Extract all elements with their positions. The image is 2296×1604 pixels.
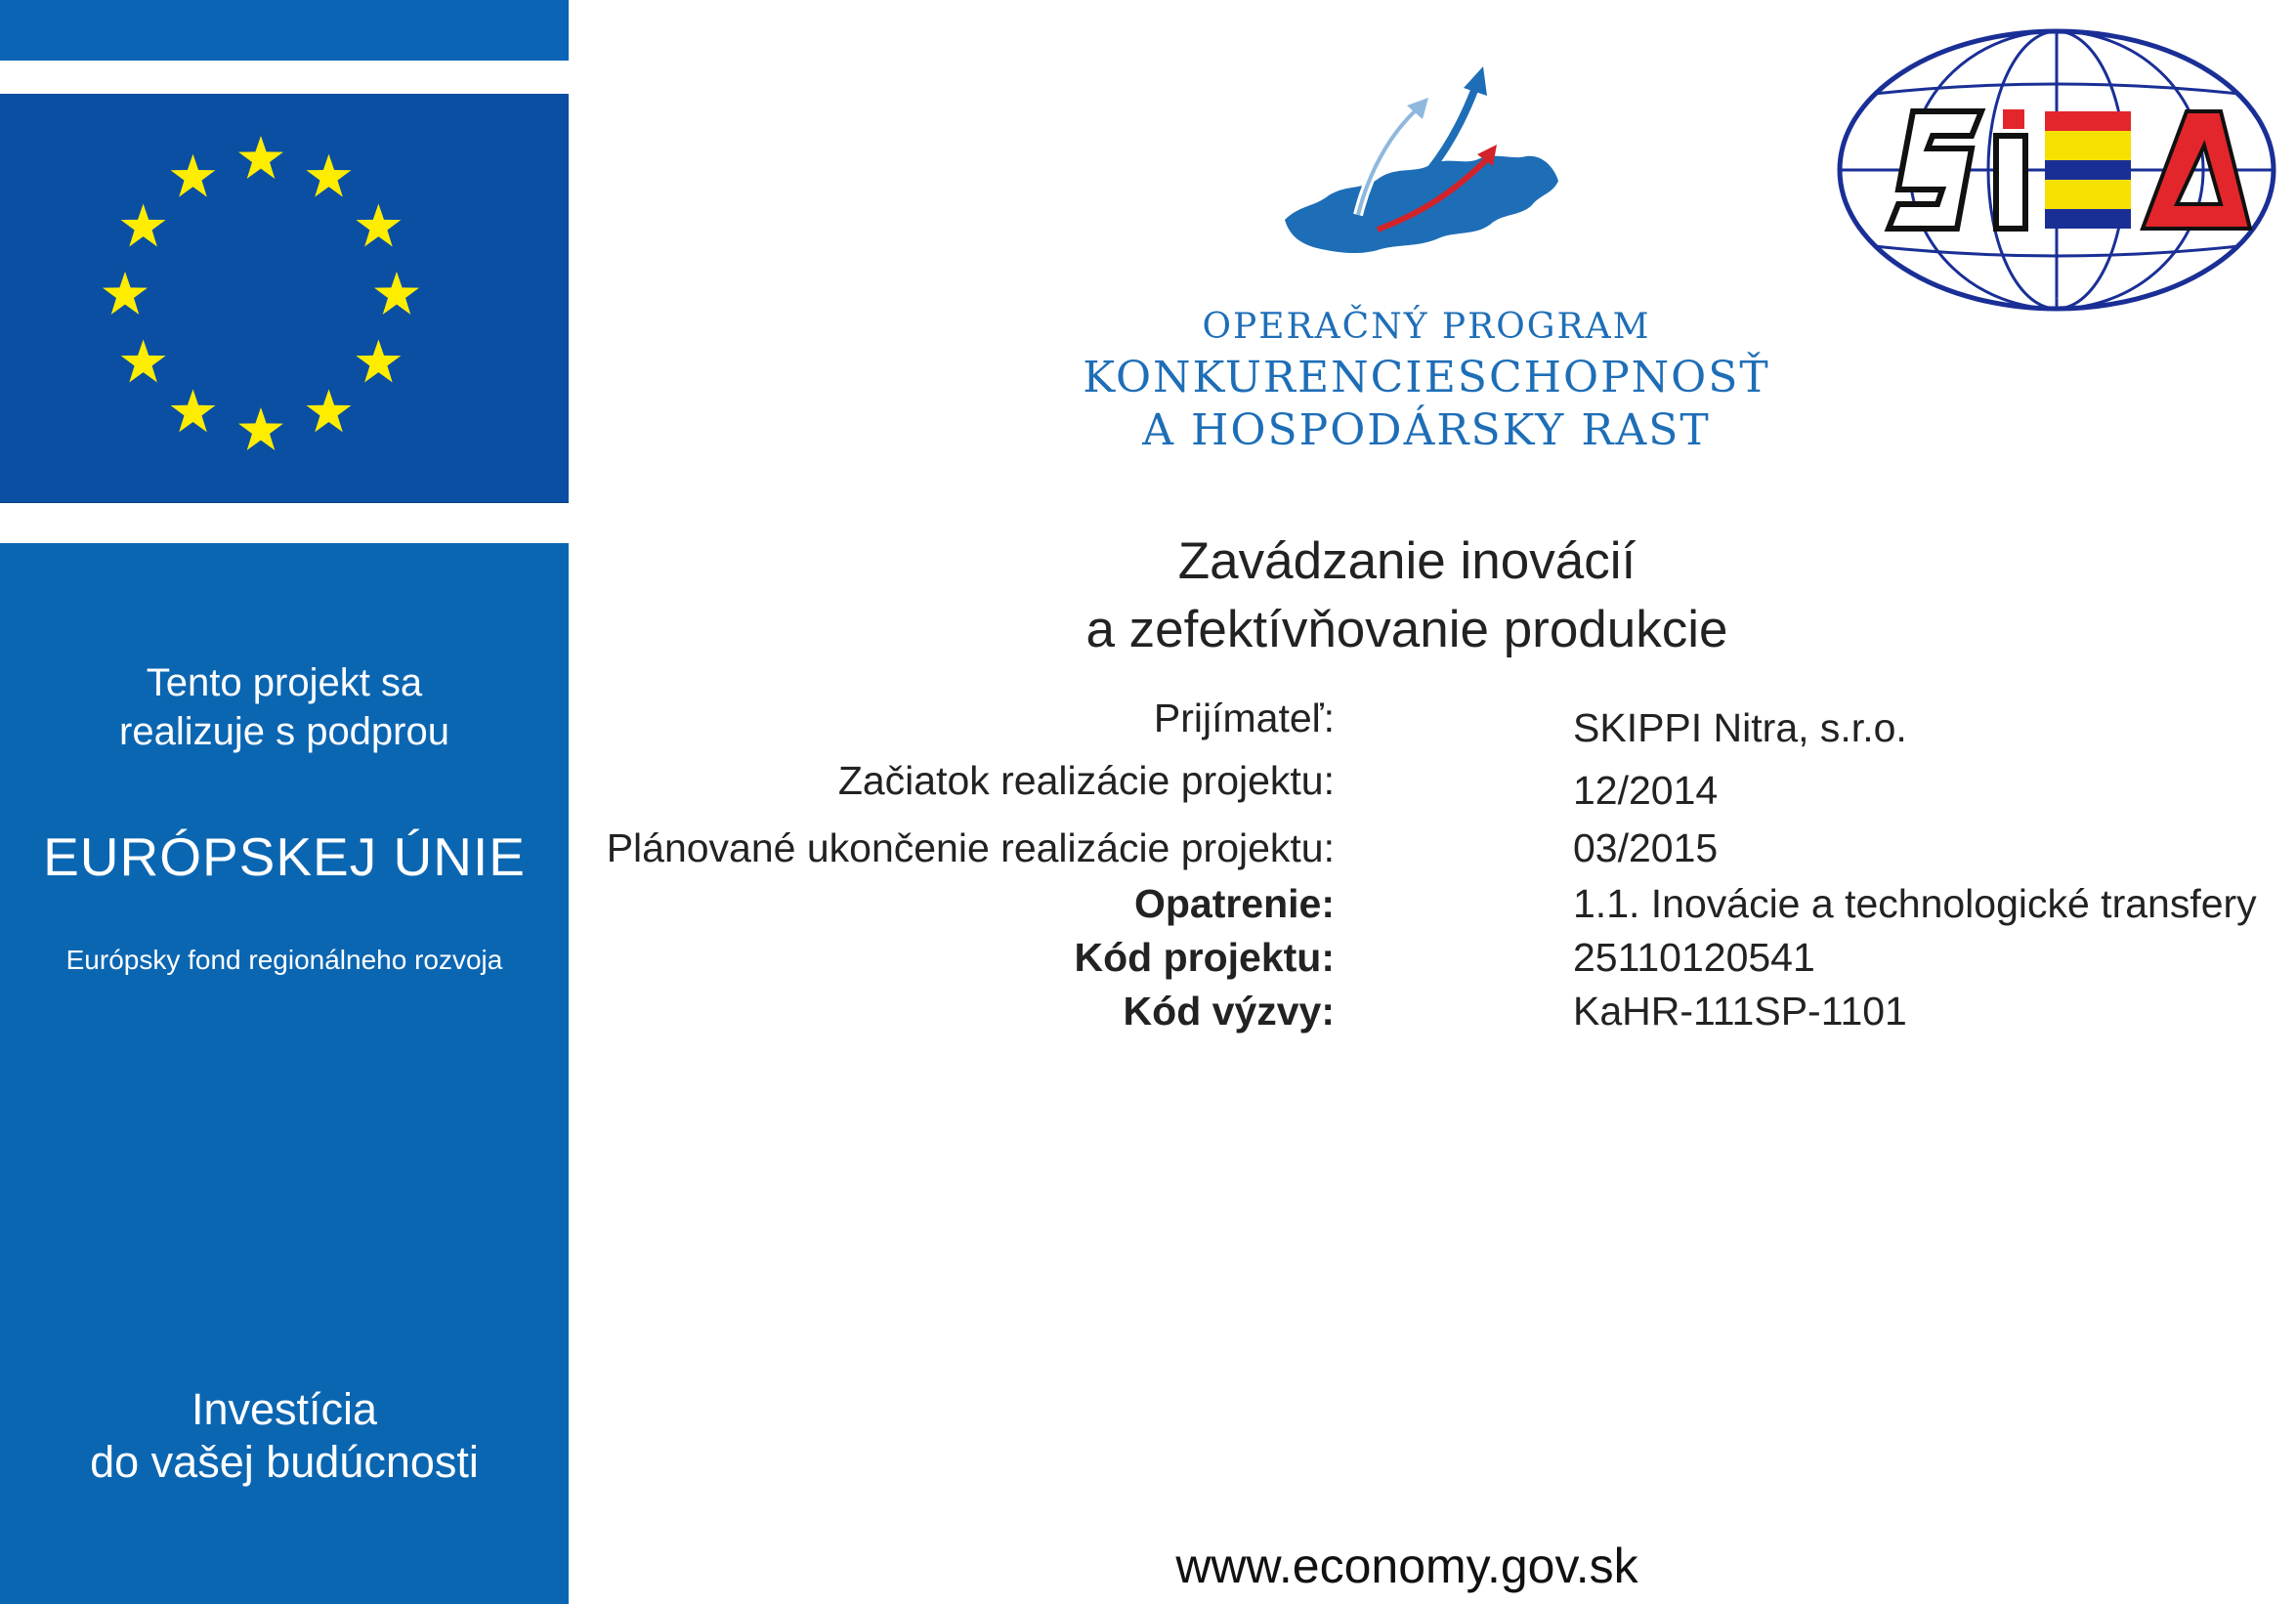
info-row-start [586, 758, 2267, 813]
info-label: Kód projektu: [1074, 935, 1335, 980]
fund-name: Európsky fond regionálneho rozvoja [65, 945, 503, 975]
globe-icon [1835, 23, 2278, 317]
info-row-call-code [586, 989, 2267, 1043]
slogan-line2: do vašej budúcnosti [90, 1437, 479, 1487]
slovakia-map-arrows-icon [1270, 59, 1563, 269]
eu-support-panel [0, 543, 569, 1604]
top-blue-strip [0, 0, 569, 61]
info-row-end [586, 825, 2267, 880]
info-row-recipient [586, 696, 2267, 750]
website-url: www.economy.gov.sk [1175, 1539, 1638, 1593]
union-heading: EURÓPSKEJ ÚNIE [43, 826, 526, 887]
project-title-line1: Zavádzanie inovácií [1177, 532, 1637, 590]
info-value: KaHR-111SP-1101 [1573, 989, 1907, 1034]
slogan-line1: Investícia [191, 1384, 378, 1434]
info-value: 03/2015 [1573, 825, 1719, 870]
info-label: Opatrenie: [1133, 881, 1335, 926]
siea-logo-text: SIEA [2055, 299, 2059, 300]
support-intro-line2: realizuje s podprou [119, 710, 449, 753]
info-row-project-code [586, 935, 2267, 990]
info-value: SKIPPI Nitra, s.r.o. [1573, 705, 1907, 750]
eu-flag [0, 94, 569, 503]
siea-logo [1835, 23, 2278, 317]
support-intro-line1: Tento projekt sa [146, 661, 423, 704]
info-label: Začiatok realizácie projektu: [837, 758, 1335, 803]
slogan [0, 1383, 569, 1489]
op-logo [1270, 59, 1563, 269]
op-title-line1: OPERAČNÝ PROGRAM [1202, 307, 1651, 347]
op-title-line2: KONKURENCIESCHOPNOSŤ [1083, 353, 1770, 402]
op-title [1016, 303, 1837, 457]
support-intro [0, 658, 569, 756]
info-label: Kód výzvy: [1123, 989, 1335, 1034]
project-title [977, 528, 1837, 664]
info-value: 1.1. Inovácie a technologické transfery [1573, 881, 2257, 926]
info-label: Prijímateľ: [1153, 696, 1335, 740]
info-value: 25110120541 [1573, 935, 1815, 980]
eu-stars-icon [0, 94, 569, 502]
info-value: 12/2014 [1573, 768, 1719, 813]
project-title-line2: a zefektívňovanie produkcie [1085, 601, 1728, 658]
op-title-line3: A HOSPODÁRSKY RAST [1142, 405, 1711, 455]
info-row-measure [586, 881, 2267, 936]
info-label: Plánované ukončenie realizácie projektu: [606, 825, 1335, 870]
